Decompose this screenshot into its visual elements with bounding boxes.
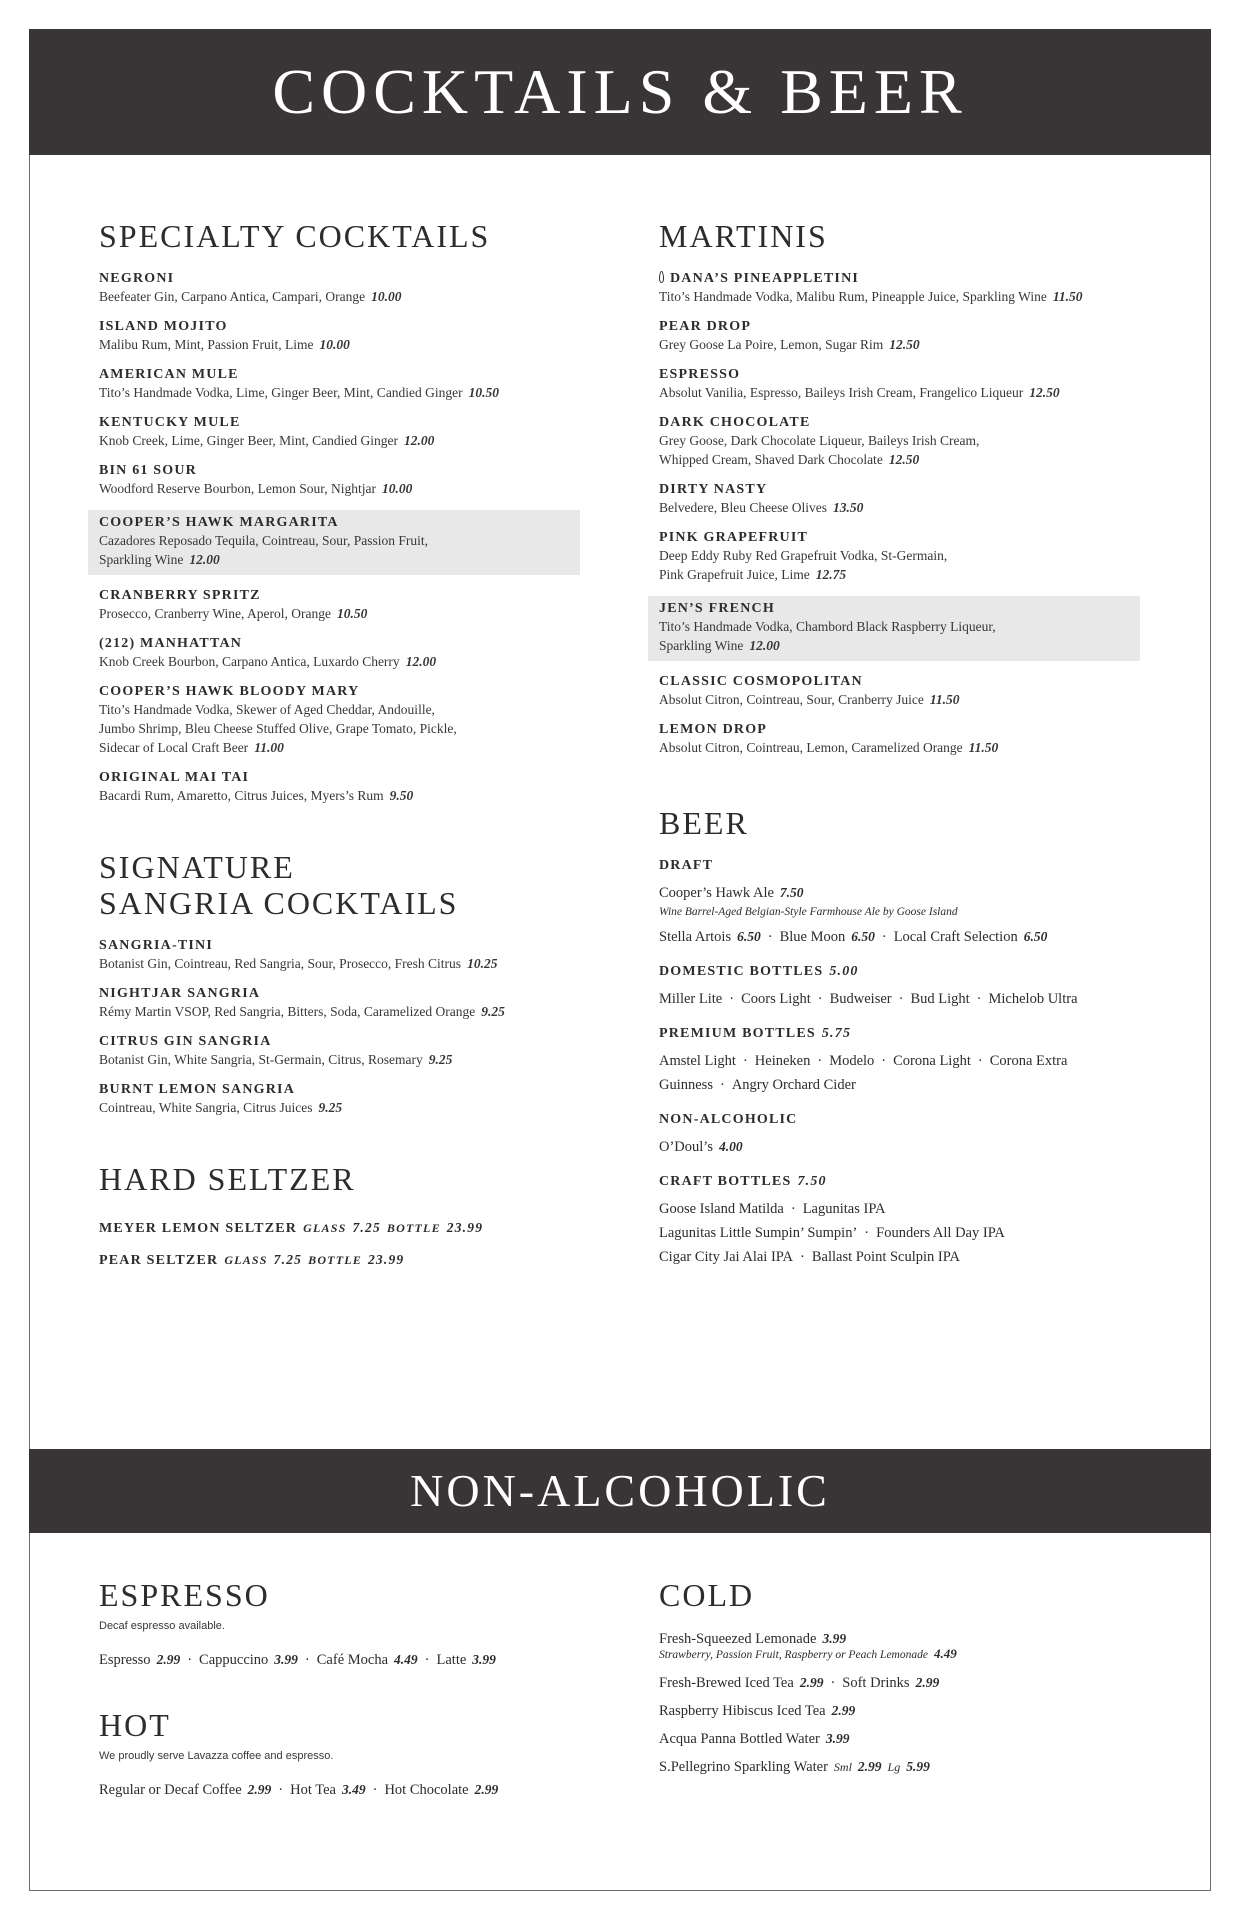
beer-premium-name: Modelo — [829, 1053, 875, 1069]
page-title: COCKTAILS & BEER — [29, 29, 1211, 155]
martini-item-price: 12.50 — [1029, 385, 1060, 400]
martini-item-desc: Tito’s Handmade Vodka, Malibu Rum, Pineapple Juice, Sparkling Wine 11.50 — [659, 289, 1083, 304]
beer-craft-label-text: CRAFT BOTTLES — [659, 1174, 792, 1189]
martini-item-price: 12.50 — [889, 337, 920, 352]
specialty-item-price: 10.50 — [468, 385, 500, 400]
specialty-item-name: COOPER’S HAWK BLOODY MARY — [99, 684, 360, 699]
specialty-item-name: ISLAND MOJITO — [99, 319, 228, 334]
sangria-item-desc: Cointreau, White Sangria, Citrus Juices 9.25 — [99, 1100, 343, 1115]
sangria-item-price: 9.25 — [428, 1052, 453, 1067]
beer-draft-price: 6.50 — [737, 929, 761, 944]
martini-item-price: 11.50 — [929, 692, 960, 707]
section-title-specialty: SPECIALTY COCKTAILS — [99, 218, 491, 254]
section-title-cold: COLD — [659, 1577, 755, 1613]
beer-premium-list-1 — [659, 1049, 1129, 1073]
seltzer-glass-price: 7.25 — [273, 1252, 303, 1267]
martini-item-price: 13.50 — [832, 500, 864, 515]
martini-item-name: PINK GRAPEFRUIT — [659, 530, 809, 545]
section-title-hot: HOT — [99, 1707, 171, 1743]
cold-pellegrino-sml-label: Sml — [833, 1760, 852, 1774]
beer-domestic-price: 5.00 — [829, 964, 859, 979]
martini-item — [659, 318, 1129, 354]
seltzer-glass-price: 7.25 — [352, 1220, 381, 1235]
sangria-item-desc: Botanist Gin, Cointreau, Red Sangria, Sour, Prosecco, Fresh Citrus 10.25 — [99, 956, 498, 971]
beer-draft-name: Local Craft Selection — [893, 929, 1018, 945]
sangria-item — [99, 1081, 569, 1117]
beer-craft-name: Cigar City Jai Alai IPA — [659, 1249, 793, 1265]
specialty-item-desc: Knob Creek Bourbon, Carpano Antica, Luxardo Cherry 12.00 — [99, 654, 437, 669]
cold-pellegrino-name: S.Pellegrino Sparkling Water — [659, 1759, 828, 1775]
specialty-item-name: NEGRONI — [99, 271, 175, 286]
beer-premium-label-text: PREMIUM BOTTLES — [659, 1026, 816, 1041]
cold-lemonade-note — [659, 1647, 1129, 1662]
espresso-name: Espresso — [99, 1652, 151, 1668]
beer-premium-name: Corona Light — [893, 1053, 971, 1069]
martini-item-price: 11.50 — [968, 740, 999, 755]
beer-craft-name: Goose Island Matilda — [659, 1201, 784, 1217]
cold-hibiscus-name: Raspberry Hibiscus Iced Tea — [659, 1703, 826, 1719]
beer-premium-name: Heineken — [754, 1053, 811, 1069]
specialty-item-desc: Tito’s Handmade Vodka, Skewer of Aged Cheddar, Andouille, Jumbo Shrimp, Bleu Cheese Stuffed Olive, Grape Tomato, Pickle, Sidecar of Local Craft Beer 11.00 — [99, 702, 457, 755]
hot-price: 3.49 — [341, 1782, 366, 1797]
nonalcoholic-banner: NON-ALCOHOLIC — [29, 1449, 1211, 1533]
seltzer-glass-label: GLASS — [303, 1221, 347, 1235]
right-column — [659, 218, 1129, 1283]
hot-name: Hot Chocolate — [384, 1782, 469, 1798]
left-column — [99, 218, 569, 1283]
specialty-item-price: 12.00 — [405, 654, 437, 669]
separator-dot: · — [187, 1652, 193, 1668]
cold-lemonade-note-text: Strawberry, Passion Fruit, Raspberry or Peach Lemonade — [659, 1649, 928, 1661]
sangria-item — [99, 985, 569, 1021]
cold-soft-price: 2.99 — [915, 1675, 940, 1690]
beer-draft-price: 6.50 — [851, 929, 875, 944]
separator-dot: · — [304, 1652, 310, 1668]
specialty-item — [99, 462, 569, 498]
section-title-espresso: ESPRESSO — [99, 1577, 270, 1613]
martini-item-desc: Tito’s Handmade Vodka, Chambord Black Raspberry Liqueur, Sparkling Wine 12.00 — [659, 619, 996, 653]
right-bottom-column — [659, 1577, 1129, 1780]
cold-lemonade-note-price: 4.49 — [933, 1646, 957, 1661]
separator-dot: · — [881, 1053, 887, 1069]
sangria-item-name: NIGHTJAR SANGRIA — [99, 986, 261, 1001]
sangria-item — [99, 937, 569, 973]
separator-dot: · — [898, 991, 904, 1007]
specialty-item-desc: Tito’s Handmade Vodka, Lime, Ginger Beer, Mint, Candied Ginger 10.50 — [99, 385, 500, 400]
specialty-item-price: 12.00 — [189, 552, 220, 567]
specialty-item-desc: Cazadores Reposado Tequila, Cointreau, Sour, Passion Fruit, Sparkling Wine 12.00 — [99, 533, 428, 567]
separator-dot: · — [800, 1249, 805, 1265]
beer-craft-price: 7.50 — [797, 1174, 827, 1189]
specialty-item-desc: Knob Creek, Lime, Ginger Beer, Mint, Candied Ginger 12.00 — [99, 433, 435, 448]
beer-domestic — [659, 963, 1129, 1011]
hot-price: 2.99 — [474, 1782, 499, 1797]
separator-dot: · — [790, 1201, 796, 1217]
specialty-item-name: AMERICAN MULE — [99, 367, 239, 382]
cold-pellegrino-lg-price: 5.99 — [906, 1759, 930, 1774]
beer-domestic-name: Bud Light — [910, 991, 970, 1007]
martini-item — [659, 481, 1129, 517]
beer-premium-name: Guinness — [659, 1077, 713, 1093]
section-title-sangria: SIGNATURE SANGRIA COCKTAILS — [99, 849, 459, 921]
cold-tea-soft — [659, 1670, 1129, 1696]
beer-craft-list-1 — [659, 1197, 1129, 1221]
beer-nonalc-label: NON-ALCOHOLIC — [659, 1112, 798, 1127]
beer-draft-ale-note: Wine Barrel-Aged Belgian-Style Farmhouse Ale by Goose Island — [659, 906, 958, 918]
sangria-list — [99, 937, 569, 1117]
beer-draft-name: Blue Moon — [779, 929, 846, 945]
separator-dot: · — [817, 991, 823, 1007]
beer-nonalc — [659, 1111, 1129, 1159]
hot-list — [99, 1777, 569, 1803]
beer-premium-price: 5.75 — [821, 1026, 852, 1041]
separator-dot: · — [372, 1782, 378, 1798]
beer-craft-list-3 — [659, 1245, 1129, 1269]
martini-item-price: 12.00 — [749, 638, 780, 653]
sangria-item-desc: Botanist Gin, White Sangria, St-Germain, Citrus, Rosemary 9.25 — [99, 1052, 453, 1067]
specialty-item-name: ORIGINAL MAI TAI — [99, 770, 250, 785]
beer-nonalc-name: O’Doul’s — [659, 1139, 713, 1155]
sangria-item-price: 9.25 — [318, 1100, 343, 1115]
specialty-list — [99, 270, 569, 805]
espresso-name: Cappuccino — [199, 1652, 269, 1668]
martini-item — [659, 529, 1129, 584]
seltzer-item — [99, 1251, 569, 1269]
separator-dot: · — [278, 1782, 284, 1798]
martini-item-name: DIRTY NASTY — [659, 482, 768, 497]
beer-domestic-name: Miller Lite — [659, 991, 723, 1007]
beer-premium-name: Corona Extra — [989, 1053, 1068, 1069]
martini-item-name: LEMON DROP — [659, 722, 768, 737]
seltzer-list — [99, 1219, 569, 1269]
martini-item-desc: Deep Eddy Ruby Red Grapefruit Vodka, St-Germain, Pink Grapefruit Juice, Lime 12.75 — [659, 548, 948, 582]
martini-item-desc: Grey Goose, Dark Chocolate Liqueur, Baileys Irish Cream, Whipped Cream, Shaved Dark Chocolate 12.50 — [659, 433, 980, 467]
martini-item-desc: Belvedere, Bleu Cheese Olives 13.50 — [659, 500, 864, 515]
cold-lemonade — [659, 1629, 1129, 1649]
seltzer-bottle-label: BOTTLE — [308, 1253, 362, 1267]
martini-item-price: 11.50 — [1052, 289, 1083, 304]
espresso-name: Latte — [436, 1652, 467, 1668]
beer-domestic-name: Coors Light — [741, 991, 811, 1007]
seltzer-bottle-label: BOTTLE — [386, 1221, 441, 1235]
left-bottom-column — [99, 1577, 569, 1803]
sangria-item-price: 10.25 — [467, 956, 498, 971]
cold-panna — [659, 1726, 1129, 1752]
sangria-item-name: CITRUS GIN SANGRIA — [99, 1034, 272, 1049]
specialty-item-price: 9.50 — [389, 788, 414, 803]
beer-draft-price: 6.50 — [1023, 929, 1048, 944]
beer-premium-list-2 — [659, 1073, 1129, 1097]
cold-panna-name: Acqua Panna Bottled Water — [659, 1731, 820, 1747]
flame-icon — [659, 271, 664, 283]
separator-dot: · — [817, 1053, 823, 1069]
beer-draft-ale — [659, 881, 1129, 905]
beer-domestic-label — [659, 963, 1129, 981]
seltzer-item-line: MEYER LEMON SELTZER GLASS 7.25 BOTTLE 23.99 — [99, 1220, 484, 1236]
separator-dot: · — [976, 991, 982, 1007]
specialty-item-price: 10.00 — [371, 289, 402, 304]
beer-craft-name: Lagunitas Little Sumpin’ Sumpin’ — [659, 1225, 858, 1241]
espresso-price: 3.99 — [274, 1652, 298, 1667]
seltzer-bottle-price: 23.99 — [367, 1252, 405, 1267]
martini-item — [659, 673, 1129, 709]
cold-lemonade-price: 3.99 — [822, 1631, 847, 1646]
beer-draft-name: Stella Artois — [659, 929, 732, 945]
espresso-name: Café Mocha — [316, 1652, 389, 1668]
beer-draft-ale-price: 7.50 — [779, 885, 804, 900]
specialty-item-price: 10.50 — [337, 606, 368, 621]
specialty-item-name: BIN 61 SOUR — [99, 463, 197, 478]
cold-hibiscus-price: 2.99 — [831, 1703, 856, 1718]
specialty-item — [88, 510, 580, 575]
specialty-item-price: 11.00 — [254, 740, 284, 755]
separator-dot: · — [742, 1053, 748, 1069]
beer-premium-label — [659, 1025, 1129, 1043]
sangria-item — [99, 1033, 569, 1069]
martini-item-desc: Grey Goose La Poire, Lemon, Sugar Rim 12.50 — [659, 337, 920, 352]
cold-panna-price: 3.99 — [825, 1731, 850, 1746]
hot-name: Hot Tea — [290, 1782, 336, 1798]
separator-dot: · — [424, 1652, 430, 1668]
specialty-item-price: 10.00 — [319, 337, 350, 352]
specialty-item — [99, 366, 569, 402]
beer-nonalc-price: 4.00 — [718, 1139, 743, 1154]
cold-pellegrino-sml-price: 2.99 — [857, 1759, 882, 1774]
martini-item — [659, 270, 1129, 306]
beer-craft-name: Lagunitas IPA — [802, 1201, 886, 1217]
separator-dot: · — [977, 1053, 983, 1069]
espresso-note: Decaf espresso available. — [99, 1620, 225, 1632]
martini-item-price: 12.75 — [815, 567, 847, 582]
martini-item-desc: Absolut Citron, Cointreau, Lemon, Caramelized Orange 11.50 — [659, 740, 999, 755]
sangria-item-name: SANGRIA-TINI — [99, 938, 213, 953]
cold-pellegrino-lg-label: Lg — [887, 1760, 901, 1774]
beer-draft-label: DRAFT — [659, 858, 714, 873]
martini-item — [659, 366, 1129, 402]
cold-pellegrino — [659, 1754, 1129, 1780]
martini-item-desc: Absolut Vanilia, Espresso, Baileys Irish Cream, Frangelico Liqueur 12.50 — [659, 385, 1060, 400]
sangria-item-price: 9.25 — [481, 1004, 505, 1019]
specialty-item-name: KENTUCKY MULE — [99, 415, 241, 430]
beer-craft — [659, 1173, 1129, 1269]
specialty-item-price: 10.00 — [381, 481, 413, 496]
beer-craft-label — [659, 1173, 1129, 1191]
specialty-item — [99, 683, 569, 757]
specialty-item-desc: Prosecco, Cranberry Wine, Aperol, Orange 10.50 — [99, 606, 368, 621]
beer-nonalc-item — [659, 1135, 1129, 1159]
cold-iced-tea-price: 2.99 — [799, 1675, 824, 1690]
beer-craft-name: Ballast Point Sculpin IPA — [811, 1249, 960, 1265]
separator-dot: · — [767, 929, 773, 945]
martini-list — [659, 270, 1129, 757]
specialty-item-name: CRANBERRY SPRITZ — [99, 588, 261, 603]
specialty-item — [99, 769, 569, 805]
beer-premium-name: Amstel Light — [659, 1053, 736, 1069]
martini-item — [659, 721, 1129, 757]
cold-soft-name: Soft Drinks — [842, 1675, 910, 1691]
beer-draft — [659, 857, 1129, 949]
beer-domestic-name: Budweiser — [829, 991, 892, 1007]
beer-domestic-name: Michelob Ultra — [988, 991, 1078, 1007]
martini-item-name: JEN’S FRENCH — [659, 601, 775, 616]
beer-draft-others — [659, 925, 1129, 949]
martini-item-name: DANA’S PINEAPPLETINI — [659, 270, 1129, 287]
seltzer-item-line: PEAR SELTZER GLASS 7.25 BOTTLE 23.99 — [99, 1252, 405, 1268]
espresso-price: 2.99 — [156, 1652, 181, 1667]
specialty-item — [99, 318, 569, 354]
martini-item — [648, 596, 1140, 661]
specialty-item-name: COOPER’S HAWK MARGARITA — [99, 515, 339, 530]
martini-item-desc: Absolut Citron, Cointreau, Sour, Cranberry Juice 11.50 — [659, 692, 960, 707]
specialty-item — [99, 587, 569, 623]
specialty-item — [99, 414, 569, 450]
separator-dot: · — [719, 1077, 725, 1093]
cold-iced-tea-name: Fresh-Brewed Iced Tea — [659, 1675, 794, 1691]
sangria-item-name: BURNT LEMON SANGRIA — [99, 1082, 296, 1097]
specialty-item-desc: Woodford Reserve Bourbon, Lemon Sour, Nightjar 10.00 — [99, 481, 413, 496]
section-title-martinis: MARTINIS — [659, 218, 828, 254]
cold-lemonade-name: Fresh-Squeezed Lemonade — [659, 1631, 817, 1647]
separator-dot: · — [830, 1675, 836, 1691]
separator-dot: · — [881, 929, 887, 945]
martini-item — [659, 414, 1129, 469]
section-title-beer: BEER — [659, 805, 749, 841]
specialty-item-desc: Malibu Rum, Mint, Passion Fruit, Lime 10.00 — [99, 337, 350, 352]
espresso-price: 3.99 — [472, 1652, 496, 1667]
specialty-item — [99, 635, 569, 671]
specialty-item — [99, 270, 569, 306]
beer-premium — [659, 1025, 1129, 1097]
beer-draft-ale-name: Cooper’s Hawk Ale — [659, 885, 774, 901]
martini-item-name: ESPRESSO — [659, 367, 741, 382]
beer-craft-list-2 — [659, 1221, 1129, 1245]
specialty-item-name: (212) MANHATTAN — [99, 636, 243, 651]
sangria-item-desc: Rémy Martin VSOP, Red Sangria, Bitters, Soda, Caramelized Orange 9.25 — [99, 1004, 505, 1019]
separator-dot: · — [864, 1225, 870, 1241]
cold-hibiscus — [659, 1698, 1129, 1724]
beer-premium-name: Angry Orchard Cider — [731, 1077, 856, 1093]
espresso-price: 4.49 — [394, 1652, 418, 1667]
specialty-item-price: 12.00 — [404, 433, 435, 448]
beer-craft-name: Founders All Day IPA — [876, 1225, 1005, 1241]
martini-item-name: DARK CHOCOLATE — [659, 415, 811, 430]
beer-domestic-list — [659, 987, 1129, 1011]
hot-name: Regular or Decaf Coffee — [99, 1782, 242, 1798]
espresso-list — [99, 1647, 569, 1673]
separator-dot: · — [729, 991, 735, 1007]
seltzer-bottle-price: 23.99 — [446, 1220, 484, 1235]
martini-item-price: 12.50 — [888, 452, 920, 467]
specialty-item-desc: Bacardi Rum, Amaretto, Citrus Juices, Myers’s Rum 9.50 — [99, 788, 414, 803]
seltzer-item — [99, 1219, 569, 1237]
martini-item-name: CLASSIC COSMOPOLITAN — [659, 674, 863, 689]
section-title-seltzer: HARD SELTZER — [99, 1161, 356, 1197]
seltzer-glass-label: GLASS — [224, 1253, 268, 1267]
specialty-item-desc: Beefeater Gin, Carpano Antica, Campari, Orange 10.00 — [99, 289, 402, 304]
hot-note: We proudly serve Lavazza coffee and espresso. — [99, 1750, 334, 1762]
beer-domestic-label-text: DOMESTIC BOTTLES — [659, 964, 824, 979]
martini-item-name: PEAR DROP — [659, 319, 752, 334]
hot-price: 2.99 — [247, 1782, 272, 1797]
